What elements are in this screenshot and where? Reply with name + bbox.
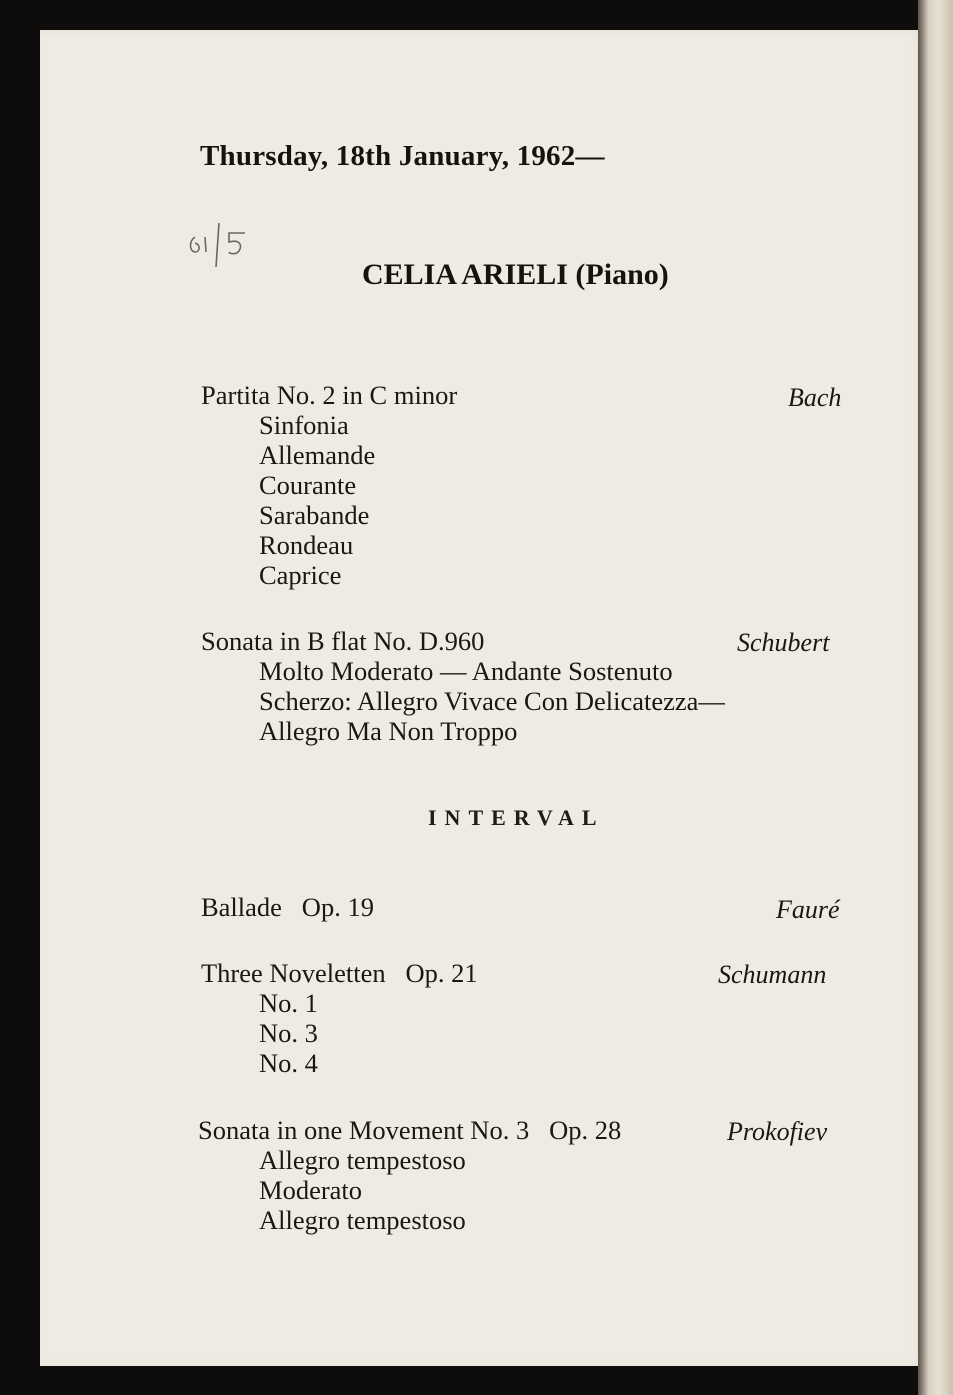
- movement: Moderato: [259, 1175, 363, 1205]
- composer-schubert: Schubert: [737, 628, 830, 657]
- movement: Sarabande: [259, 500, 370, 530]
- movement: No. 3: [259, 1018, 318, 1048]
- movement: Scherzo: Allegro Vivace Con Delicatezza—: [259, 686, 725, 716]
- performer-title: CELIA ARIELI (Piano): [362, 258, 669, 291]
- interval-heading: INTERVAL: [428, 805, 605, 830]
- movement: Sinfonia: [259, 410, 349, 440]
- composer-schumann: Schumann: [718, 960, 827, 989]
- work-title-schubert: Sonata in B flat No. D.960: [201, 626, 485, 656]
- movement: Caprice: [259, 560, 342, 590]
- composer-bach: Bach: [788, 383, 842, 412]
- book-spine: [918, 0, 953, 1395]
- movement: Allegro tempestoso: [259, 1205, 466, 1235]
- movement: No. 1: [259, 988, 318, 1018]
- work-title-schumann: Three Noveletten Op. 21: [201, 958, 478, 988]
- movement: Rondeau: [259, 530, 354, 560]
- movement: Allegro Ma Non Troppo: [259, 716, 518, 746]
- composer-prokofiev: Prokofiev: [727, 1117, 828, 1146]
- work-title-prokofiev: Sonata in one Movement No. 3 Op. 28: [198, 1115, 622, 1145]
- movement: No. 4: [259, 1048, 318, 1078]
- work-title-partita: Partita No. 2 in C minor: [201, 380, 458, 410]
- movement: Allemande: [259, 440, 376, 470]
- work-title-faure: Ballade Op. 19: [201, 892, 374, 922]
- movement: Molto Moderato — Andante Sostenuto: [259, 656, 673, 686]
- composer-faure: Fauré: [776, 895, 840, 924]
- concert-date: Thursday, 18th January, 1962—: [200, 140, 605, 172]
- movement: Courante: [259, 470, 357, 500]
- movement: Allegro tempestoso: [259, 1145, 466, 1175]
- handwritten-annotation-icon: [185, 215, 265, 270]
